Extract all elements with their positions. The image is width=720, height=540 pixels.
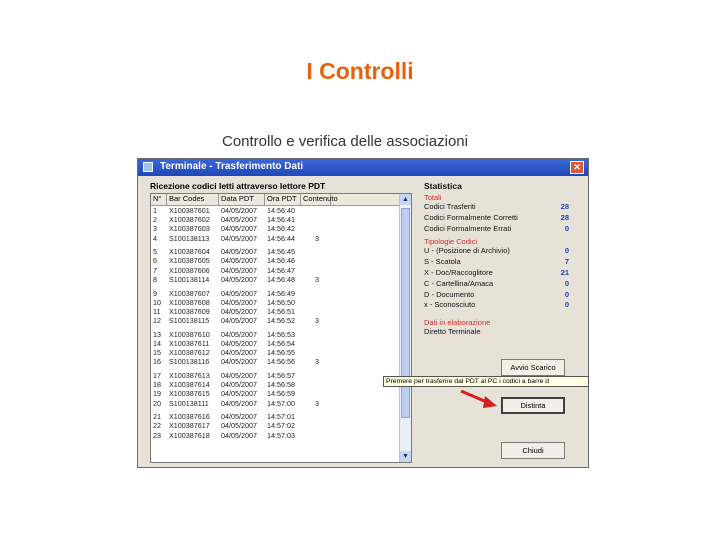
table-cell-data: 04/05/2007 [221, 338, 257, 348]
app-icon [143, 162, 153, 172]
table-cell-bar: X100387602 [169, 215, 210, 225]
codes-panel-caption: Ricezione codici letti attraverso lettore PDT [150, 181, 326, 191]
table-cell-n: 1 [153, 206, 157, 215]
table-cell-ora: 14:56:51 [267, 306, 295, 316]
table-cell-data: 04/05/2007 [221, 430, 257, 440]
table-cell-data: 04/05/2007 [221, 233, 257, 243]
avvio-scarico-button[interactable]: Avvio Scarico [501, 359, 565, 376]
codes-panel [150, 179, 412, 463]
stat-label: Codici Formalmente Corretti [424, 212, 518, 222]
table-cell-n: 5 [153, 247, 157, 257]
table-cell-cont [301, 256, 331, 265]
table-cell-cont [301, 247, 331, 256]
stat-row [424, 279, 569, 290]
table-cell-bar: X100387603 [169, 224, 210, 234]
scroll-down-arrow-icon[interactable]: ▼ [400, 451, 411, 462]
table-cell-cont [301, 266, 331, 275]
window-titlebar[interactable] [138, 159, 588, 176]
table-cell-ora: 14:56:48 [267, 274, 295, 284]
table-cell-bar: X100387601 [169, 206, 210, 215]
statistics-heading: Statistica [424, 181, 462, 191]
close-button[interactable]: ✕ [570, 161, 584, 174]
stat-row [424, 246, 569, 257]
table-cell-cont [301, 224, 331, 233]
table-cell-ora: 14:56:49 [267, 288, 295, 298]
table-cell-cont [301, 412, 331, 421]
stat-label: D - Documento [424, 289, 475, 299]
stat-value: 0 [564, 278, 569, 288]
table-cell-bar: X100387615 [169, 389, 210, 399]
list-rows [151, 206, 411, 440]
scroll-up-arrow-icon[interactable]: ▲ [400, 194, 411, 205]
table-row[interactable] [151, 339, 411, 348]
table-cell-bar: X100387604 [169, 247, 210, 257]
stat-value: 0 [564, 289, 569, 299]
table-row[interactable] [151, 224, 411, 233]
table-cell-n: 12 [153, 316, 161, 326]
table-cell-data: 04/05/2007 [221, 357, 257, 367]
stat-row [424, 290, 569, 301]
table-row[interactable] [151, 298, 411, 307]
table-cell-ora: 14:56:54 [267, 338, 295, 348]
table-cell-n: 11 [153, 306, 161, 316]
table-cell-data: 04/05/2007 [221, 316, 257, 326]
table-cell-ora: 14:56:44 [267, 233, 295, 243]
table-cell-bar: X100387605 [169, 256, 210, 266]
table-cell-cont [301, 307, 331, 316]
table-cell-data: 04/05/2007 [221, 412, 257, 422]
table-cell-data: 04/05/2007 [221, 206, 257, 215]
table-cell-bar: X100387609 [169, 306, 210, 316]
column-header-data-pdt[interactable]: Data PDT [219, 194, 265, 205]
transfer-window [137, 158, 589, 468]
table-row[interactable] [151, 307, 411, 316]
stat-value: 0 [564, 223, 569, 233]
table-cell-data: 04/05/2007 [221, 389, 257, 399]
table-cell-cont [301, 206, 331, 215]
table-cell-bar: S100138111 [169, 398, 209, 408]
stat-row [424, 213, 569, 224]
stat-label: Codici Trasferiti [424, 202, 476, 211]
table-cell-cont [301, 389, 331, 398]
table-cell-cont [301, 371, 331, 380]
table-row[interactable] [151, 348, 411, 357]
table-cell-bar: X100387606 [169, 265, 210, 275]
stat-value: 21 [560, 267, 569, 277]
table-cell-ora: 14:56:47 [267, 265, 295, 275]
table-cell-cont [301, 330, 331, 339]
table-cell-data: 04/05/2007 [221, 215, 257, 225]
table-cell-data: 04/05/2007 [221, 398, 257, 408]
table-row[interactable] [151, 266, 411, 275]
table-cell-n: 17 [153, 371, 161, 380]
table-cell-bar: X100387617 [169, 421, 210, 431]
table-cell-data: 04/05/2007 [221, 265, 257, 275]
table-cell-bar: X100387612 [169, 348, 210, 358]
table-cell-n: 15 [153, 348, 161, 358]
table-cell-n: 20 [153, 398, 161, 408]
table-cell-ora: 14:57:02 [267, 421, 295, 431]
table-cell-n: 2 [153, 215, 157, 225]
table-row[interactable] [151, 380, 411, 389]
table-cell-data: 04/05/2007 [221, 380, 257, 390]
table-cell-ora: 14:57:01 [267, 412, 295, 422]
column-header-number[interactable]: N° [151, 194, 167, 205]
table-cell-ora: 14:57:03 [267, 430, 295, 440]
list-header [151, 194, 411, 206]
distinta-button[interactable]: Distinta [501, 397, 565, 414]
table-cell-data: 04/05/2007 [221, 371, 257, 380]
table-cell-cont [301, 421, 331, 430]
table-row[interactable] [151, 357, 411, 366]
table-cell-cont [301, 289, 331, 298]
list-scrollbar[interactable] [399, 194, 411, 462]
window-title: Terminale - Trasferimento Dati [160, 161, 304, 172]
table-cell-n: 8 [153, 274, 157, 284]
table-cell-n: 4 [153, 233, 157, 243]
table-cell-ora: 14:56:55 [267, 348, 295, 358]
table-cell-cont: 3 [315, 233, 319, 243]
table-cell-bar: S100138114 [169, 274, 210, 284]
table-cell-cont: 3 [315, 274, 319, 284]
table-cell-ora: 14:56:53 [267, 329, 295, 339]
table-cell-n: 16 [153, 357, 161, 367]
table-cell-data: 04/05/2007 [221, 348, 257, 358]
table-cell-n: 3 [153, 224, 157, 234]
table-row[interactable] [151, 389, 411, 398]
table-cell-cont: 3 [315, 398, 319, 408]
table-cell-n: 14 [153, 338, 161, 348]
section-tipologie: Tipologie Codici [424, 237, 478, 247]
table-cell-data: 04/05/2007 [221, 224, 257, 234]
table-cell-cont: 3 [315, 316, 319, 326]
table-cell-ora: 14:57:00 [267, 398, 295, 408]
table-cell-ora: 14:56:42 [267, 224, 295, 234]
table-cell-data: 04/05/2007 [221, 306, 257, 316]
totali-list [424, 202, 569, 234]
stat-label: U - (Posizione di Archivio) [424, 246, 510, 256]
table-cell-data: 04/05/2007 [221, 256, 257, 266]
table-cell-n: 21 [153, 412, 161, 422]
stat-row [424, 224, 569, 235]
table-cell-bar: X100387613 [169, 371, 210, 380]
table-row[interactable] [151, 234, 411, 243]
table-cell-cont [301, 380, 331, 389]
column-header-bar-codes[interactable]: Bar Codes [167, 194, 219, 205]
table-cell-bar: X100387614 [169, 380, 210, 390]
table-cell-cont [301, 339, 331, 348]
table-cell-ora: 14:56:41 [267, 215, 295, 225]
table-cell-bar: X100387618 [169, 430, 210, 440]
table-cell-data: 04/05/2007 [221, 274, 257, 284]
table-row[interactable] [151, 316, 411, 325]
section-totali: Totali [424, 193, 442, 202]
table-cell-bar: S100138116 [169, 357, 210, 367]
table-cell-bar: S100138113 [169, 233, 210, 243]
stat-row [424, 268, 569, 279]
table-cell-data: 04/05/2007 [221, 329, 257, 339]
elaborazione-label: Diretto Terminale [424, 327, 481, 337]
table-cell-cont [301, 298, 331, 307]
table-cell-ora: 14:56:46 [267, 256, 295, 266]
stat-row [424, 300, 569, 311]
stat-label: S - Scatola [424, 257, 461, 267]
table-cell-n: 9 [153, 288, 157, 298]
codes-list[interactable] [150, 193, 412, 463]
table-cell-ora: 14:56:58 [267, 380, 295, 390]
column-header-ora-pdt[interactable]: Ora PDT [265, 194, 301, 205]
table-cell-n: 7 [153, 265, 157, 275]
table-cell-ora: 14:56:40 [267, 206, 295, 215]
stat-value: 28 [560, 212, 569, 222]
table-cell-ora: 14:56:50 [267, 297, 295, 307]
stat-row [424, 257, 569, 268]
table-row[interactable] [151, 421, 411, 430]
statistics-panel [424, 181, 569, 338]
table-cell-n: 18 [153, 380, 161, 390]
table-cell-data: 04/05/2007 [221, 288, 257, 298]
stat-value: 0 [564, 300, 569, 310]
table-cell-data: 04/05/2007 [221, 247, 257, 257]
tipologie-list [424, 246, 569, 311]
stat-label: Codici Formalmente Errati [424, 223, 512, 233]
table-row[interactable] [151, 215, 411, 224]
table-cell-bar: X100387610 [169, 329, 210, 339]
table-row[interactable] [151, 412, 411, 421]
table-row[interactable] [151, 431, 411, 440]
stat-value: 0 [564, 246, 569, 256]
tooltip: Premere per trasferire dal PDT al PC i codici a barre d [383, 376, 589, 387]
table-row[interactable] [151, 275, 411, 284]
table-cell-bar: X100387616 [169, 412, 210, 422]
stat-row [424, 202, 569, 213]
table-row[interactable] [151, 371, 411, 380]
table-cell-ora: 14:56:56 [267, 357, 295, 367]
table-row[interactable] [151, 330, 411, 339]
slide-title: I Controlli [306, 58, 414, 84]
table-cell-cont [301, 348, 331, 357]
table-row[interactable] [151, 206, 411, 215]
chiudi-button[interactable]: Chiudi [501, 442, 565, 459]
table-cell-ora: 14:56:45 [267, 247, 295, 257]
table-cell-bar: S100138115 [169, 316, 210, 326]
table-row[interactable] [151, 289, 411, 298]
table-row[interactable] [151, 247, 411, 256]
stat-label: x - Sconosciuto [424, 300, 476, 310]
table-cell-data: 04/05/2007 [221, 421, 257, 431]
slide-subtitle: Controllo e verifica delle associazioni [222, 133, 468, 150]
table-cell-ora: 14:56:59 [267, 389, 295, 399]
section-elaborazione: Dati in elaborazione [424, 318, 491, 328]
table-cell-cont [301, 431, 331, 440]
table-cell-n: 19 [153, 389, 161, 399]
table-row[interactable] [151, 256, 411, 265]
table-row[interactable] [151, 399, 411, 408]
stat-value: 7 [564, 257, 569, 267]
stat-label: X - Doc/Raccoglitore [424, 267, 493, 277]
table-cell-bar: X100387608 [169, 297, 210, 307]
table-cell-n: 22 [153, 421, 161, 431]
red-arrow-icon [459, 388, 499, 410]
column-header-contenuto[interactable]: Contenuto [303, 194, 338, 203]
table-cell-n: 6 [153, 256, 157, 266]
table-cell-n: 10 [153, 297, 161, 307]
stat-value: 28 [560, 202, 569, 211]
table-cell-n: 23 [153, 430, 161, 440]
stat-label: C - Cartellina/Amaca [424, 278, 494, 288]
table-cell-data: 04/05/2007 [221, 297, 257, 307]
table-cell-cont [301, 215, 331, 224]
table-cell-ora: 14:56:52 [267, 316, 295, 326]
table-cell-bar: X100387611 [169, 338, 210, 348]
table-cell-cont: 3 [315, 357, 319, 367]
table-cell-n: 13 [153, 329, 161, 339]
table-cell-bar: X100387607 [169, 288, 210, 298]
table-cell-ora: 14:56:57 [267, 371, 295, 380]
